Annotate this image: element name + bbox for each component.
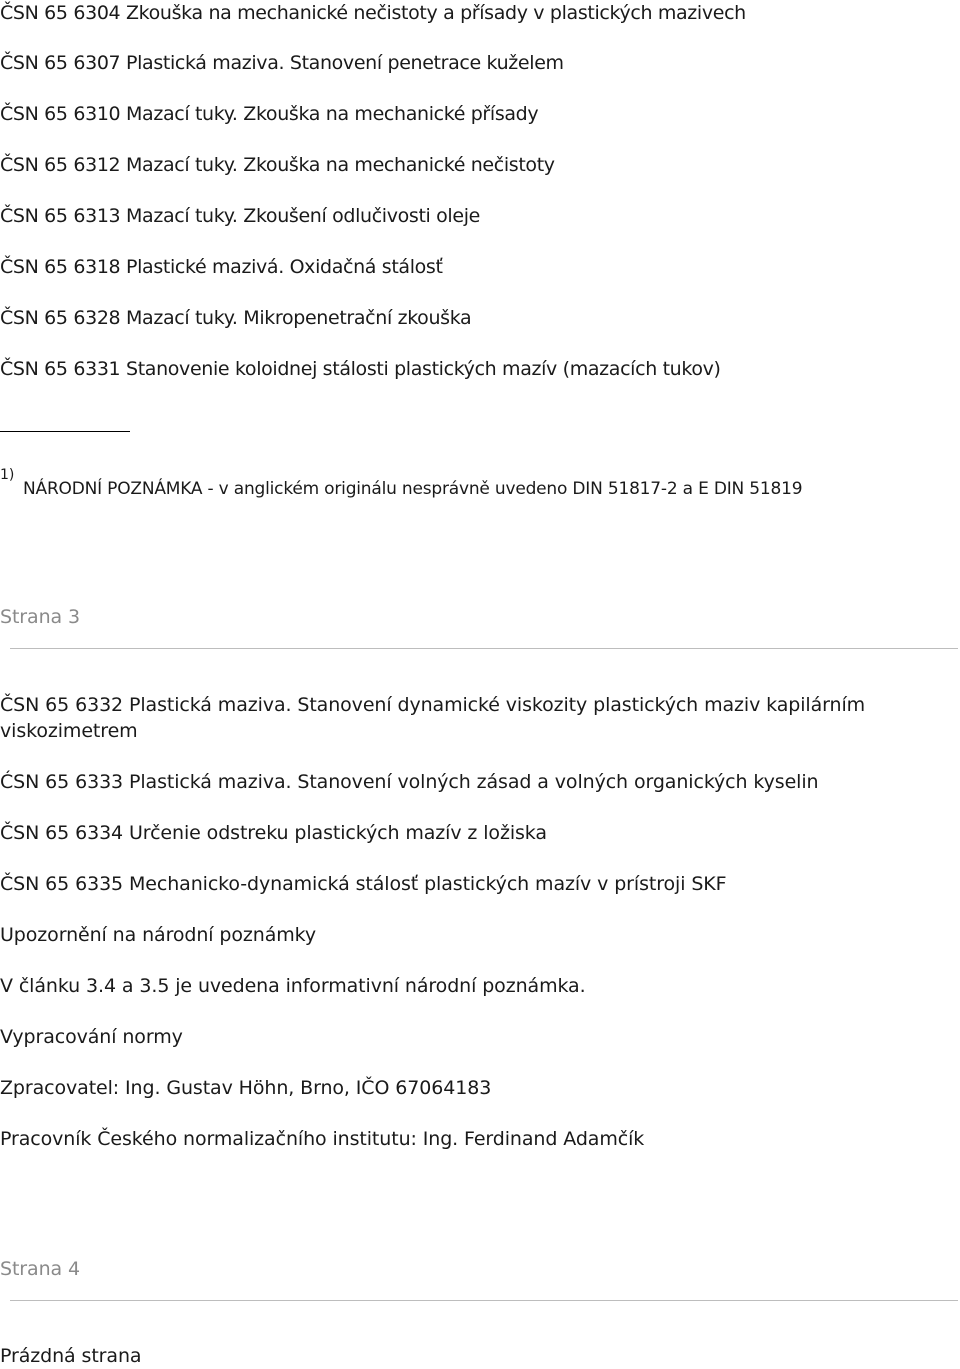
page-divider [10,648,958,649]
blank-page-text: Prázdná strana [0,1345,142,1367]
standard-item: ČSN 65 6334 Určenie odstreku plastických mazív z ložiska [0,822,547,844]
standard-item: ČSN 65 6332 Plastická maziva. Stanovení dynamické viskozity plastických maziv kapilárním viskozimetrem [0,694,866,742]
standard-item: ČSN 65 6331 Stanovenie koloidnej stálosti plastických mazív (mazacích tukov) [0,358,721,380]
page-divider [10,1300,958,1301]
standard-item: ČSN 65 6328 Mazací tuky. Mikropenetrační zkouška [0,307,472,329]
drafting-heading: Vypracování normy [0,1026,183,1048]
standard-item: ČSN 65 6318 Plastické mazivá. Oxidačná stálosť [0,256,443,278]
footnote-text: NÁRODNÍ POZNÁMKA - v anglickém originálu nesprávně uvedeno DIN 51817-2 a E DIN 51819 [23,479,803,499]
notes-text: V článku 3.4 a 3.5 je uvedena informativní národní poznámka. [0,975,586,997]
page-label-3: Strana 3 [0,606,80,628]
footnote-divider [0,431,130,432]
notes-heading: Upozornění na národní poznámky [0,924,317,946]
page-label-4: Strana 4 [0,1258,80,1280]
standard-item: ČSN 65 6310 Mazací tuky. Zkouška na mechanické přísady [0,103,539,125]
standard-item: ČSN 65 6304 Zkouška na mechanické nečistoty a přísady v plastických mazivech [0,2,746,24]
standard-item: ČSN 65 6312 Mazací tuky. Zkouška na mechanické nečistoty [0,154,555,176]
standard-item: ČSN 65 6307 Plastická maziva. Stanovení penetrace kuželem [0,52,564,74]
standard-item: ČSN 65 6313 Mazací tuky. Zkoušení odlučivosti oleje [0,205,480,227]
footnote-marker: 1) [0,467,15,483]
institute-worker-info: Pracovník Českého normalizačního institutu: Ing. Ferdinand Adamčík [0,1128,645,1150]
standard-item: ĆSN 65 6333 Plastická maziva. Stanovení volných zásad a volných organických kyselin [0,771,819,793]
drafter-info: Zpracovatel: Ing. Gustav Höhn, Brno, IČO 67064183 [0,1077,492,1099]
standard-item: ČSN 65 6335 Mechanicko-dynamická stálosť plastických mazív v prístroji SKF [0,873,727,895]
